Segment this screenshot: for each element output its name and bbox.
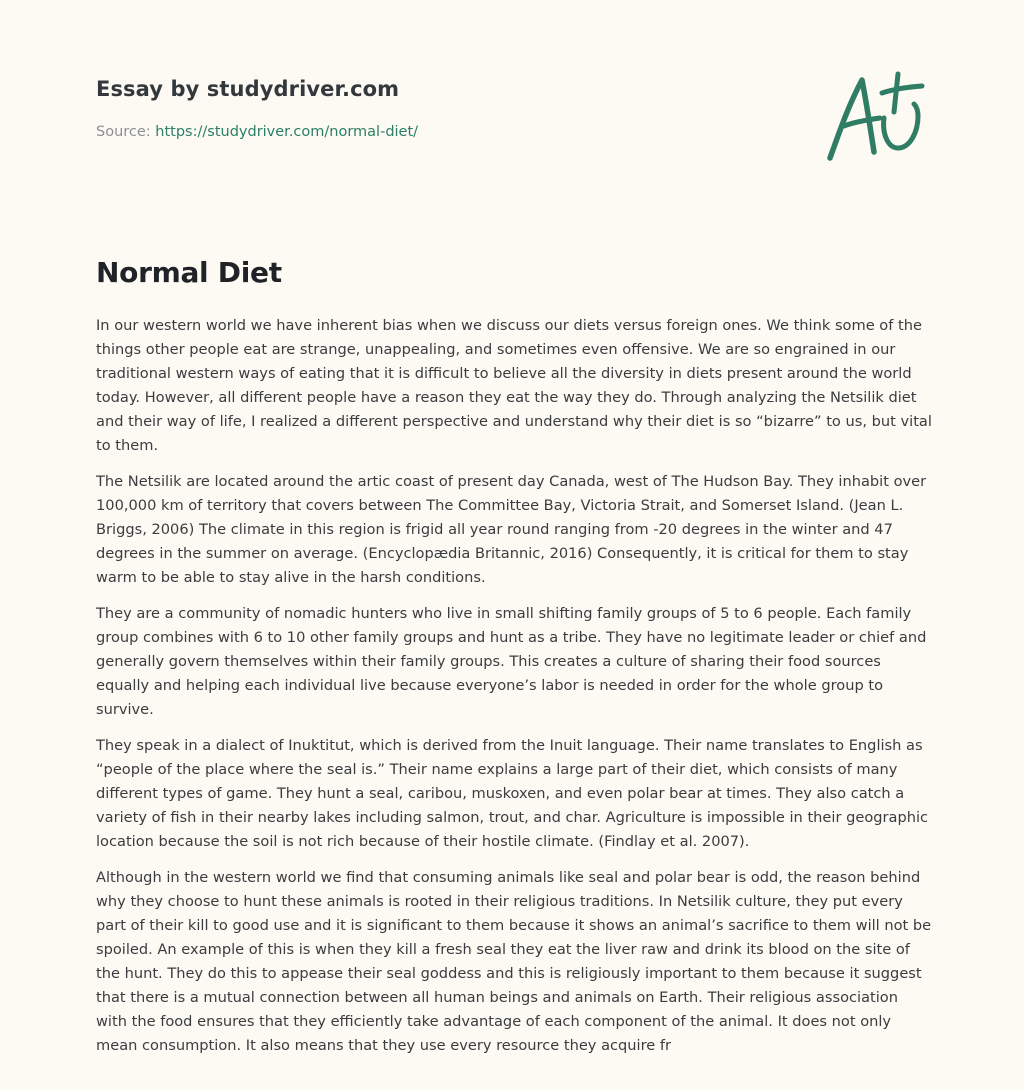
essay-paragraph-4: They speak in a dialect of Inuktitut, which is derived from the Inuit language. Their name translates to English as “people of the place where the seal is.” Their name explains a large part of their diet, which consists of many different types of game. They hunt a seal, caribou, muskoxen, and even polar bear at times. They also catch a variety of fish in their nearby lakes including salmon, trout, and char. Agriculture is impossible in their geographic location because the soil is not rich because of their hostile climate. (Findlay et al. 2007).	[96, 737, 929, 850]
essay-paragraph-3: They are a community of nomadic hunters who live in small shifting family groups of 5 to 6 people. Each family group combines with 6 to 10 other family groups and hunt as a tribe. They have no legitimate leader or chief and generally govern themselves within their family groups. This creates a culture of sharing their food sources equally and helping each individual live because everyone’s labor is needed in order for the whole group to survive.	[96, 605, 927, 718]
source-link[interactable]: https://studydriver.com/normal-diet/	[155, 124, 419, 140]
a-plus-grade-icon	[822, 66, 928, 166]
source-label: Source:	[96, 124, 151, 140]
site-brand-title: Essay by studydriver.com	[96, 77, 400, 101]
essay-paragraph-2: The Netsilik are located around the artic coast of present day Canada, west of The Hudson Bay. They inhabit over 100,000 km of territory that covers between The Committee Bay, Victoria Strait, and Somerset Island. (Jean L. Briggs, 2006) The climate in this region is frigid all year round ranging from -20 degrees in the winter and 47 degrees in the summer on average. (Encyclopædia Britannic, 2016) Consequently, it is critical for them to stay warm to be able to stay alive in the harsh conditions.	[96, 473, 927, 586]
essay-title: Normal Diet	[96, 256, 282, 289]
essay-body	[96, 314, 932, 1070]
essay-paragraph-1: In our western world we have inherent bias when we discuss our diets versus foreign ones. We think some of the things other people eat are strange, unappealing, and sometimes even offensive. We are so engrained in our traditional western ways of eating that it is difficult to believe all the diversity in diets present around the world today. However, all different people have a reason they eat the way they do. Through analyzing the Netsilik diet and their way of life, I realized a different perspective and understand why their diet is so “bizarre” to us, but vital to them.	[96, 317, 932, 454]
source-line	[96, 124, 418, 140]
essay-paragraph-5: Although in the western world we find that consuming animals like seal and polar bear is odd, the reason behind why they choose to hunt these animals is rooted in their religious traditions. In Netsilik culture, they put every part of their kill to good use and it is significant to them because it shows an animal’s sacrifice to them will not be spoiled. An example of this is when they kill a fresh seal they eat the liver raw and drink its blood on the site of the hunt. They do this to appease their seal goddess and this is religiously important to them because it suggest that there is a mutual connection between all human beings and animals on Earth. Their religious association with the food ensures that they efficiently take advantage of each component of the animal. It does not only mean consumption. It also means that they use every resource they acquire fr	[96, 869, 932, 1054]
